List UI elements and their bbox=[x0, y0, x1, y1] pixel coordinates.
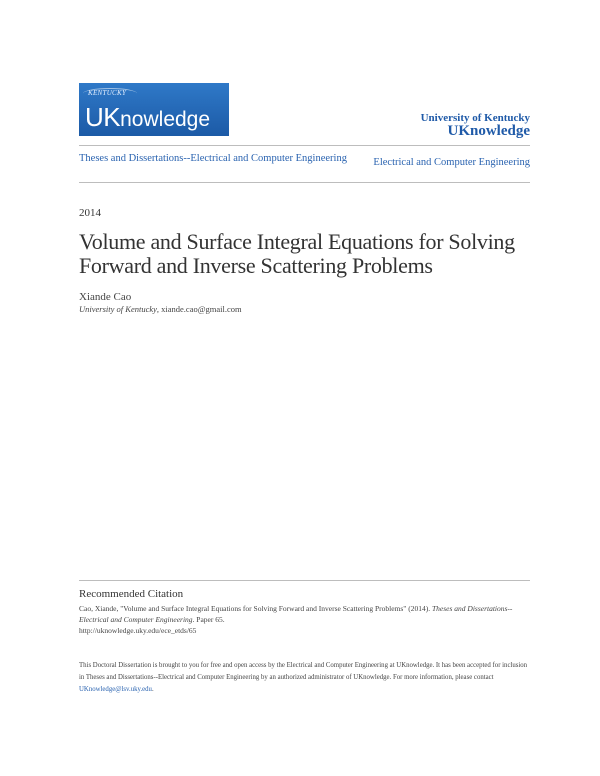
contact-email-link[interactable]: UKnowledge@lsv.uky.edu bbox=[79, 686, 152, 693]
recommended-citation-heading: Recommended Citation bbox=[79, 588, 184, 600]
divider-citation bbox=[79, 580, 530, 581]
author-name: Xiande Cao bbox=[79, 291, 132, 303]
citation-url[interactable]: http://uknowledge.uky.edu/ece_etds/65 bbox=[79, 626, 197, 635]
divider-top bbox=[79, 145, 530, 146]
logo-nowledge: nowledge bbox=[120, 108, 211, 131]
collection-link[interactable]: Theses and Dissertations--Electrical and Computer Engineering bbox=[79, 153, 347, 164]
divider-bottom bbox=[79, 182, 530, 183]
author-affiliation: University of Kentucky, xiande.cao@gmail.com bbox=[79, 304, 242, 314]
repository-name[interactable]: UKnowledge bbox=[447, 123, 530, 139]
publication-year: 2014 bbox=[79, 207, 101, 219]
author-email[interactable]: xiande.cao@gmail.com bbox=[161, 304, 242, 314]
citation-text bbox=[79, 603, 530, 636]
document-title: Volume and Surface Integral Equations for Solving Forward and Inverse Scattering Problems bbox=[79, 229, 515, 278]
logo-wordmark bbox=[85, 102, 210, 135]
notice-end: . bbox=[151, 686, 154, 693]
citation-series: Theses and Dissertations--Electrical and Computer Engineering bbox=[79, 604, 513, 624]
uknowledge-logo[interactable] bbox=[79, 83, 229, 136]
university-name[interactable]: University of Kentucky bbox=[420, 112, 530, 124]
access-notice bbox=[79, 660, 530, 696]
citation-main: Cao, Xiande, "Volume and Surface Integral Equations for Solving Forward and Inverse Scattering Problems" (2014). bbox=[79, 604, 431, 613]
affiliation-text: University of Kentucky bbox=[79, 304, 157, 314]
department-link[interactable]: Electrical and Computer Engineering bbox=[373, 157, 530, 168]
citation-paper: . Paper 65. bbox=[192, 615, 225, 624]
notice-text: This Doctoral Dissertation is brought to you for free and open access by the Electrical and Computer Engineering at UKnowledge. It has been accepted for inclusion in Theses and Dissertations--Electrical and Computer Engineering by an authorized administrator of UKnowledge. For more information, please contact bbox=[79, 662, 528, 681]
logo-kentucky-text: KENTUCKY bbox=[88, 89, 127, 97]
logo-uk: UK bbox=[85, 102, 121, 132]
